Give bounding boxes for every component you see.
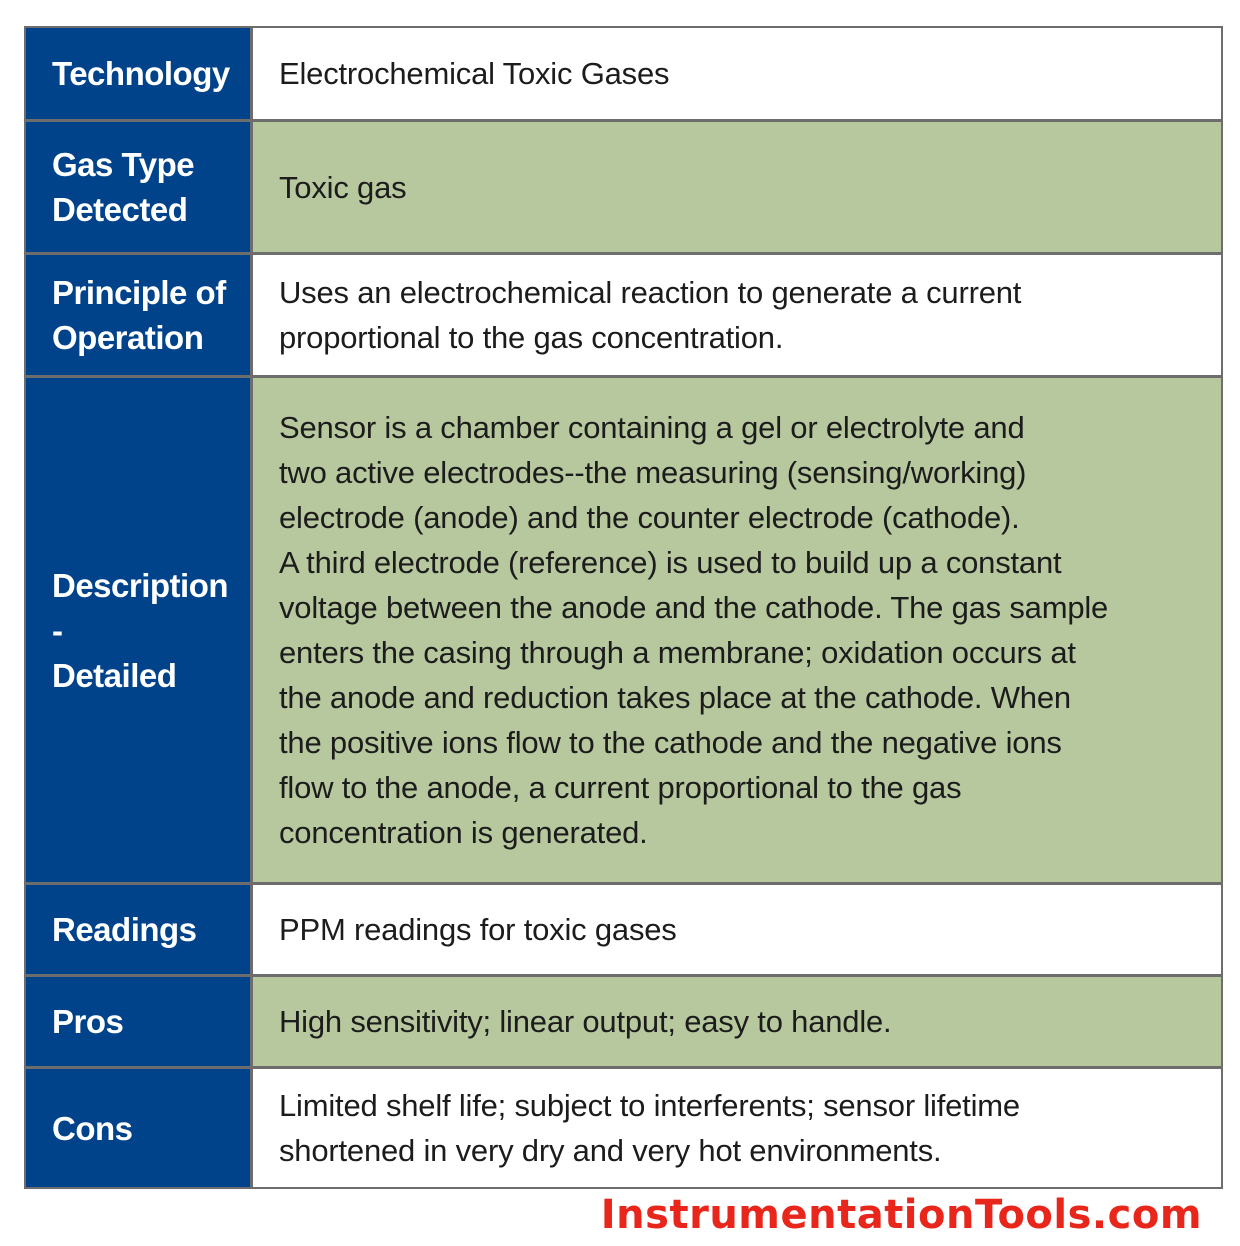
row-label (26, 255, 253, 375)
site-watermark: InstrumentationTools.com (600, 1192, 1202, 1238)
table-row-principle (26, 252, 1221, 375)
row-value (253, 28, 1221, 119)
row-value-text: Electrochemical Toxic Gases (279, 56, 670, 91)
row-label-text: Principle of Operation (52, 274, 226, 356)
row-label-text: Cons (52, 1109, 133, 1147)
table-row-pros (26, 974, 1221, 1066)
row-value-text: Toxic gas (279, 169, 407, 205)
row-value (253, 885, 1221, 974)
row-label (26, 1069, 253, 1187)
row-label-text: Pros (52, 1003, 124, 1040)
row-value (253, 378, 1221, 882)
row-value (253, 255, 1221, 375)
row-label (26, 28, 253, 119)
row-value (253, 122, 1221, 252)
gas-sensor-spec-table (24, 26, 1223, 1189)
row-label (26, 122, 253, 252)
row-label-text: Gas Type Detected (52, 146, 195, 228)
row-value-text: High sensitivity; linear output; easy to handle. (279, 1004, 892, 1039)
row-value-text: Limited shelf life; subject to interferents; sensor lifetime shortened in very dry and very hot environments. (279, 1088, 1020, 1168)
table-row-description (26, 375, 1221, 882)
row-value-text: PPM readings for toxic gases (279, 912, 677, 947)
row-value (253, 1069, 1221, 1187)
table-row-readings (26, 882, 1221, 974)
table-row-technology (26, 28, 1221, 119)
table-row-cons (26, 1066, 1221, 1187)
row-label (26, 378, 253, 882)
row-label-text: Technology (52, 55, 230, 92)
row-label-text: Readings (52, 911, 197, 948)
row-label (26, 977, 253, 1066)
row-value-text: Uses an electrochemical reaction to generate a current proportional to the gas concentration. (279, 275, 1022, 355)
row-label (26, 885, 253, 974)
table-row-gas-type (26, 119, 1221, 252)
row-label-text: Description - Detailed (52, 566, 229, 694)
row-value-text: Sensor is a chamber containing a gel or electrolyte and two active electrodes--the measuring (sensing/working) electrode (anode) and the counter electrode (cathode). A third electrode (reference) is used to build up a constant voltage between the anode and the cathode. The gas sample enters the casing through a membrane; oxidation occurs at the anode and reduction takes place at the cathode. When the positive ions flow to the cathode and the negative ions flow to the anode, a current proportional to the gas concentration is generated. (279, 410, 1109, 850)
row-value (253, 977, 1221, 1066)
